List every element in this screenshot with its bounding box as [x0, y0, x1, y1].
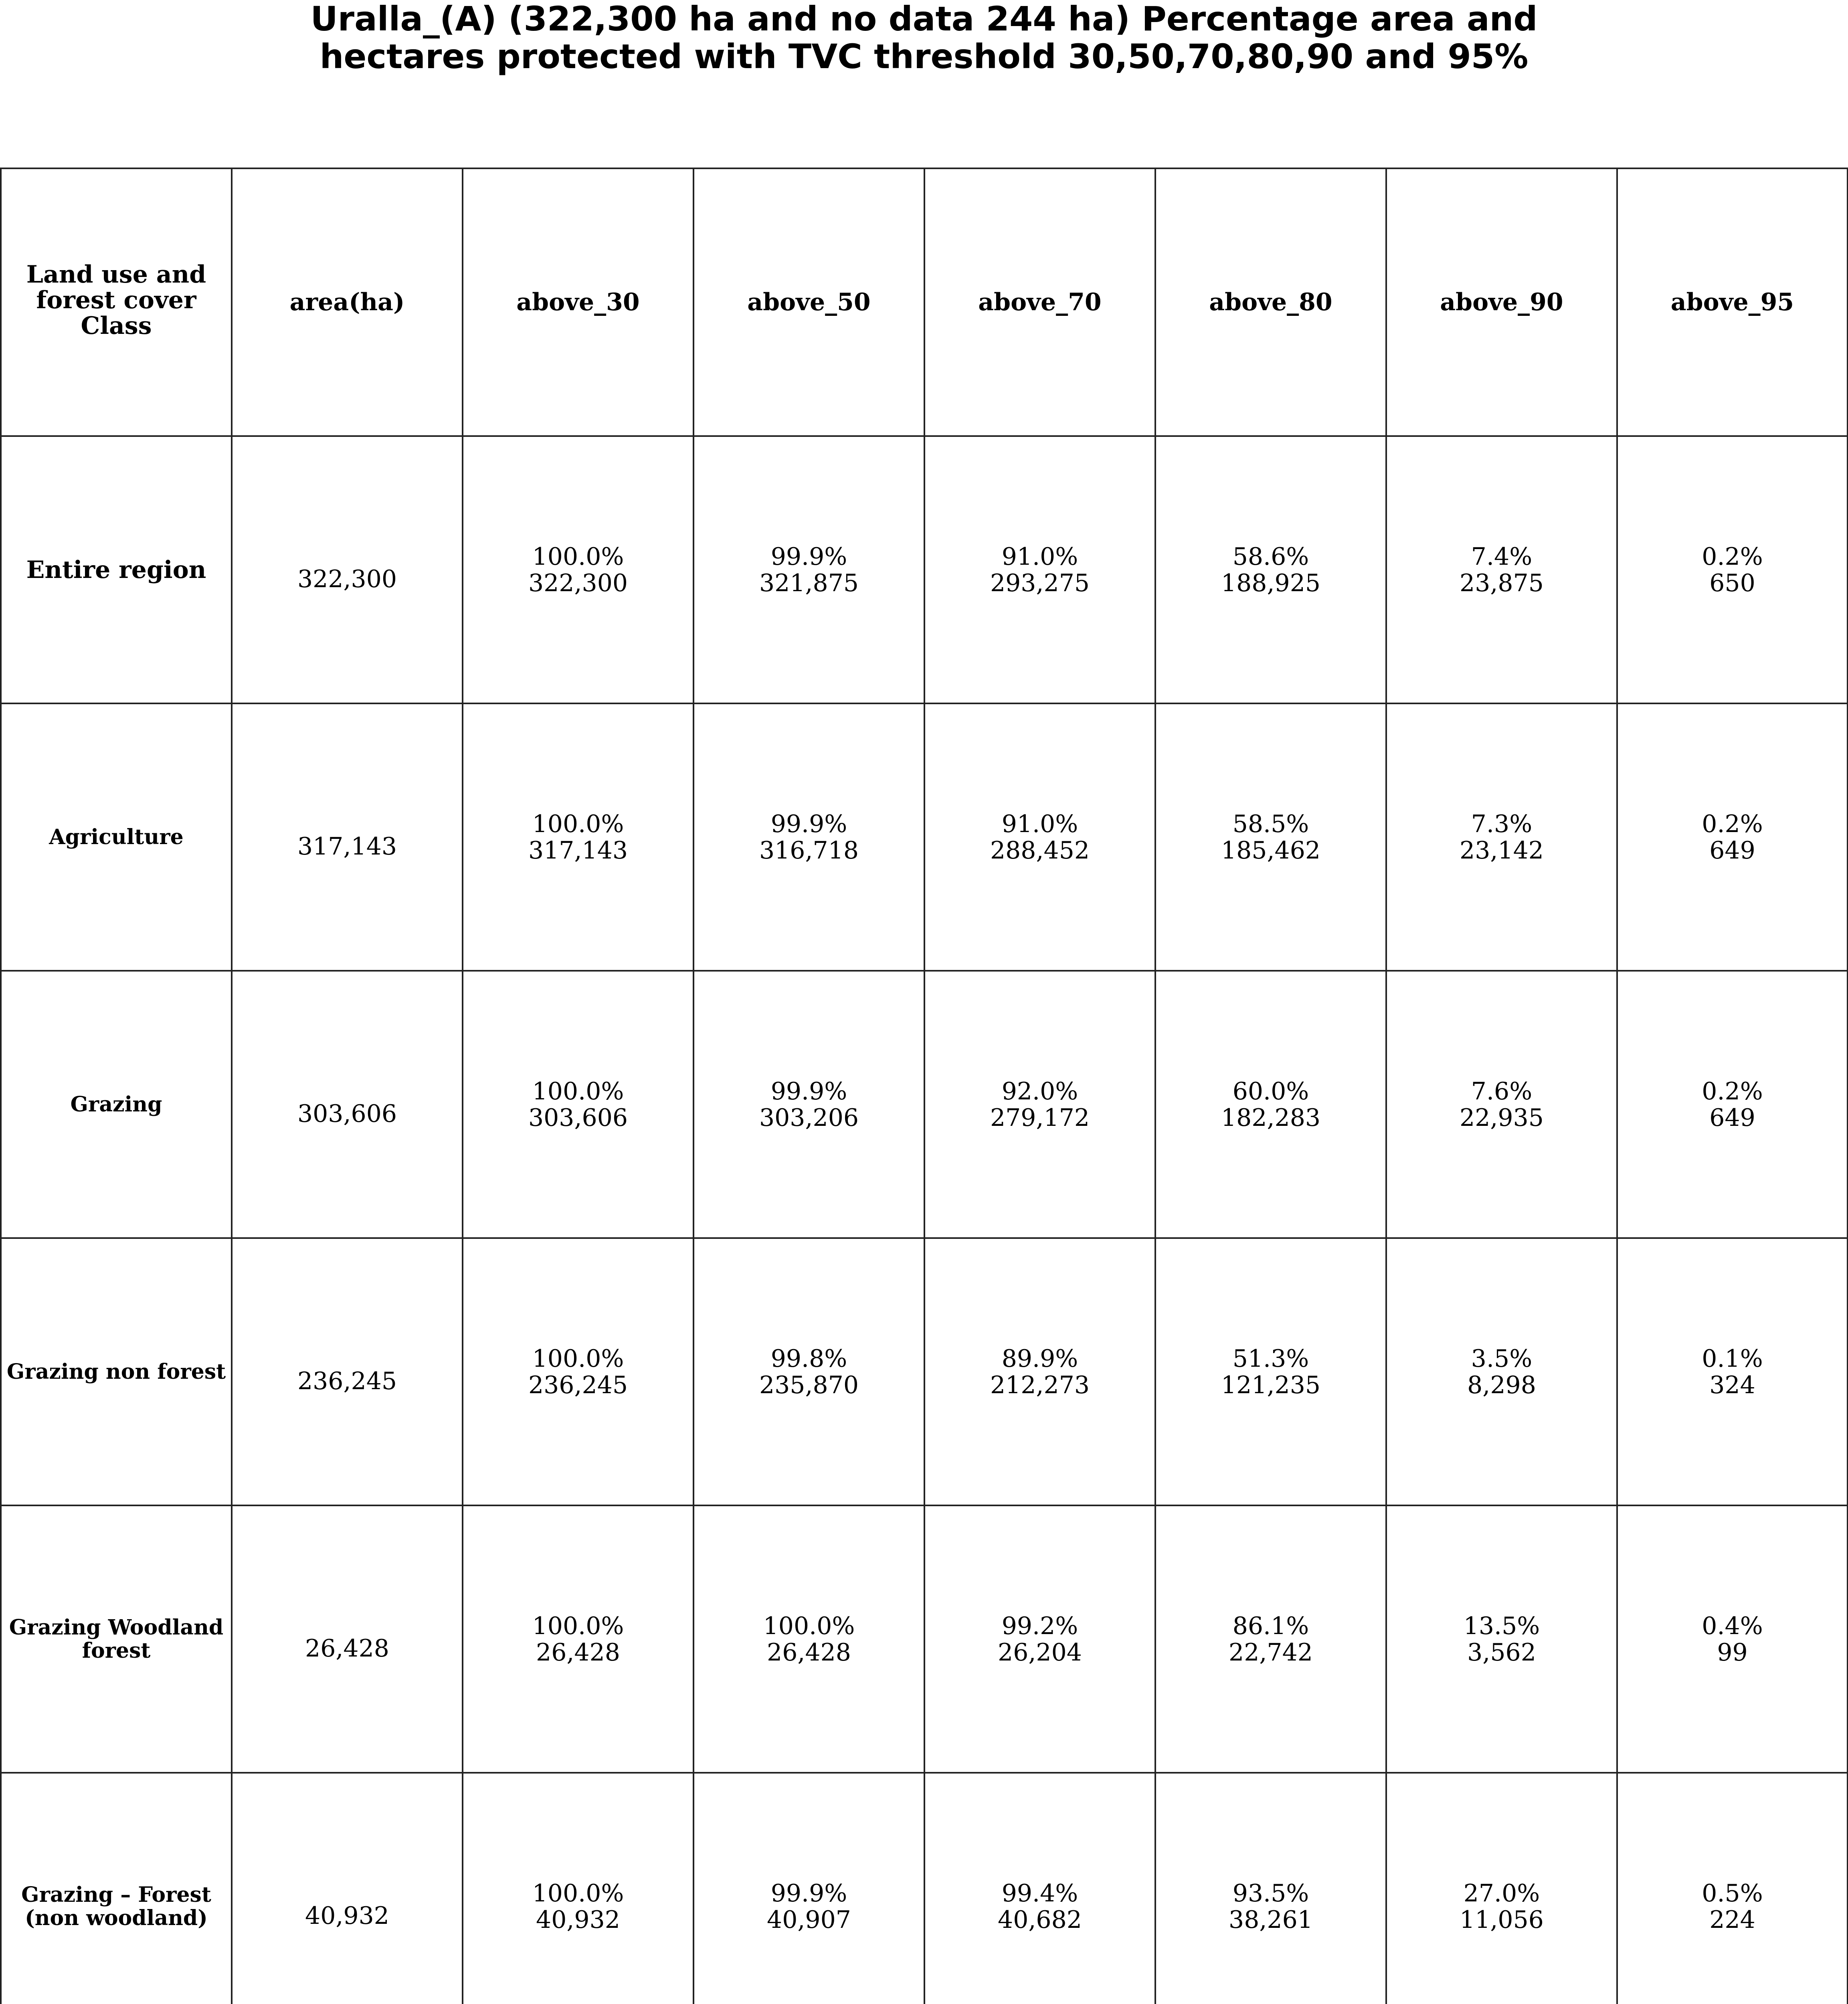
- threshold-cell: [463, 1505, 694, 1773]
- percent-value: 0.2%: [1702, 542, 1763, 571]
- threshold-cell: [1155, 1238, 1386, 1505]
- percent-value: 51.3%: [1232, 1344, 1309, 1373]
- table-header-row: [1, 168, 1848, 436]
- hectare-value: 3,562: [1467, 1638, 1536, 1667]
- hectare-value: 321,875: [759, 569, 859, 597]
- threshold-cell: [1386, 703, 1617, 971]
- percent-value: 7.6%: [1471, 1077, 1533, 1105]
- area-cell: 40,932: [232, 1773, 463, 2004]
- threshold-cell: [694, 1238, 924, 1505]
- hectare-value: 188,925: [1221, 569, 1321, 597]
- row-label: Grazing Woodland forest: [1, 1505, 232, 1773]
- percent-value: 0.5%: [1702, 1879, 1763, 1907]
- row-label: Agriculture: [1, 703, 232, 971]
- threshold-cell: [694, 1505, 924, 1773]
- threshold-cell: [1386, 1238, 1617, 1505]
- threshold-cell: [1386, 436, 1617, 703]
- hectare-value: 303,606: [528, 1103, 628, 1132]
- title-line-2: hectares protected with TVC threshold 30,50,70,80,90 and 95%: [319, 37, 1529, 76]
- threshold-cell: [1155, 703, 1386, 971]
- threshold-cell: [1617, 436, 1848, 703]
- percent-value: 99.9%: [770, 1879, 847, 1907]
- hectare-value: 23,142: [1460, 836, 1544, 865]
- percent-value: 99.8%: [770, 1344, 847, 1373]
- percent-value: 100.0%: [532, 810, 624, 838]
- percent-value: 0.2%: [1702, 810, 1763, 838]
- hectare-value: 22,742: [1229, 1638, 1313, 1667]
- percent-value: 7.3%: [1471, 810, 1533, 838]
- page-title: [0, 0, 1848, 75]
- hectare-value: 288,452: [990, 836, 1090, 865]
- percent-value: 13.5%: [1463, 1612, 1540, 1640]
- row-label: Grazing non forest: [1, 1238, 232, 1505]
- title-line-1: Uralla_(A) (322,300 ha and no data 244 ha) Percentage area and: [310, 0, 1538, 38]
- area-cell: 26,428: [232, 1505, 463, 1773]
- hectare-value: 279,172: [990, 1103, 1090, 1132]
- percent-value: 100.0%: [532, 1077, 624, 1105]
- header-area-ha-: area(ha): [232, 168, 463, 436]
- threshold-cell: [463, 703, 694, 971]
- area-cell: 322,300: [232, 436, 463, 703]
- threshold-cell: [463, 436, 694, 703]
- hectare-value: 236,245: [528, 1371, 628, 1399]
- header-above-30: above_30: [463, 168, 694, 436]
- hectare-value: 26,428: [536, 1638, 620, 1667]
- area-cell: 317,143: [232, 703, 463, 971]
- hectare-value: 650: [1709, 569, 1755, 597]
- hectare-value: 649: [1709, 1103, 1755, 1132]
- hectare-value: 8,298: [1467, 1371, 1536, 1399]
- row-label: Entire region: [1, 436, 232, 703]
- percent-value: 91.0%: [1001, 542, 1078, 571]
- hectare-value: 185,462: [1221, 836, 1321, 865]
- header-above-80: above_80: [1155, 168, 1386, 436]
- hectare-value: 182,283: [1221, 1103, 1321, 1132]
- table-row: [1, 703, 1848, 971]
- threshold-cell: [1386, 1505, 1617, 1773]
- header-class: Land use and forest cover Class: [1, 168, 232, 436]
- hectare-value: 26,428: [767, 1638, 851, 1667]
- hectare-value: 322,300: [528, 569, 628, 597]
- threshold-cell: [924, 1773, 1155, 2004]
- threshold-cell: [924, 971, 1155, 1238]
- threshold-cell: [463, 971, 694, 1238]
- percent-value: 7.4%: [1471, 542, 1533, 571]
- percent-value: 93.5%: [1232, 1879, 1309, 1907]
- hectare-value: 303,206: [759, 1103, 859, 1132]
- hectare-value: 649: [1709, 836, 1755, 865]
- threshold-cell: [1155, 971, 1386, 1238]
- percent-value: 60.0%: [1232, 1077, 1309, 1105]
- percent-value: 100.0%: [532, 542, 624, 571]
- table-row: [1, 436, 1848, 703]
- threshold-cell: [924, 1505, 1155, 1773]
- hectare-value: 324: [1709, 1371, 1755, 1399]
- threshold-cell: [1617, 1773, 1848, 2004]
- protection-table: [0, 168, 1848, 2004]
- table-row: [1, 1505, 1848, 1773]
- table-row: [1, 971, 1848, 1238]
- hectare-value: 23,875: [1460, 569, 1544, 597]
- percent-value: 99.9%: [770, 810, 847, 838]
- row-label: Grazing: [1, 971, 232, 1238]
- percent-value: 100.0%: [763, 1612, 855, 1640]
- percent-value: 99.2%: [1001, 1612, 1078, 1640]
- percent-value: 3.5%: [1471, 1344, 1533, 1373]
- percent-value: 100.0%: [532, 1344, 624, 1373]
- hectare-value: 40,907: [767, 1905, 851, 1934]
- percent-value: 0.1%: [1702, 1344, 1763, 1373]
- threshold-cell: [694, 971, 924, 1238]
- threshold-cell: [1155, 436, 1386, 703]
- hectare-value: 11,056: [1460, 1905, 1544, 1934]
- threshold-cell: [1617, 971, 1848, 1238]
- threshold-cell: [463, 1773, 694, 2004]
- area-cell: 303,606: [232, 971, 463, 1238]
- percent-value: 27.0%: [1463, 1879, 1540, 1907]
- threshold-cell: [694, 703, 924, 971]
- threshold-cell: [1617, 1238, 1848, 1505]
- hectare-value: 40,682: [998, 1905, 1082, 1934]
- percent-value: 100.0%: [532, 1879, 624, 1907]
- threshold-cell: [1386, 1773, 1617, 2004]
- table-row: [1, 1773, 1848, 2004]
- percent-value: 89.9%: [1001, 1344, 1078, 1373]
- percent-value: 100.0%: [532, 1612, 624, 1640]
- hectare-value: 235,870: [759, 1371, 859, 1399]
- percent-value: 92.0%: [1001, 1077, 1078, 1105]
- percent-value: 99.9%: [770, 542, 847, 571]
- hectare-value: 224: [1709, 1905, 1755, 1934]
- hectare-value: 121,235: [1221, 1371, 1321, 1399]
- percent-value: 86.1%: [1232, 1612, 1309, 1640]
- hectare-value: 212,273: [990, 1371, 1090, 1399]
- hectare-value: 99: [1717, 1638, 1748, 1667]
- table-row: [1, 1238, 1848, 1505]
- hectare-value: 22,935: [1460, 1103, 1544, 1132]
- threshold-cell: [1617, 703, 1848, 971]
- hectare-value: 40,932: [536, 1905, 620, 1934]
- threshold-cell: [1155, 1773, 1386, 2004]
- threshold-cell: [1386, 971, 1617, 1238]
- threshold-cell: [463, 1238, 694, 1505]
- hectare-value: 38,261: [1229, 1905, 1313, 1934]
- header-above-95: above_95: [1617, 168, 1848, 436]
- hectare-value: 293,275: [990, 569, 1090, 597]
- threshold-cell: [924, 436, 1155, 703]
- threshold-cell: [1155, 1505, 1386, 1773]
- threshold-cell: [924, 1238, 1155, 1505]
- percent-value: 0.4%: [1702, 1612, 1763, 1640]
- threshold-cell: [694, 1773, 924, 2004]
- threshold-cell: [924, 703, 1155, 971]
- row-label: Grazing – Forest (non woodland): [1, 1773, 232, 2004]
- percent-value: 99.9%: [770, 1077, 847, 1105]
- percent-value: 99.4%: [1001, 1879, 1078, 1907]
- hectare-value: 317,143: [528, 836, 628, 865]
- header-above-50: above_50: [694, 168, 924, 436]
- threshold-cell: [694, 436, 924, 703]
- header-above-90: above_90: [1386, 168, 1617, 436]
- threshold-cell: [1617, 1505, 1848, 1773]
- percent-value: 91.0%: [1001, 810, 1078, 838]
- hectare-value: 26,204: [998, 1638, 1082, 1667]
- percent-value: 0.2%: [1702, 1077, 1763, 1105]
- area-cell: 236,245: [232, 1238, 463, 1505]
- hectare-value: 316,718: [759, 836, 859, 865]
- header-above-70: above_70: [924, 168, 1155, 436]
- percent-value: 58.6%: [1232, 542, 1309, 571]
- percent-value: 58.5%: [1232, 810, 1309, 838]
